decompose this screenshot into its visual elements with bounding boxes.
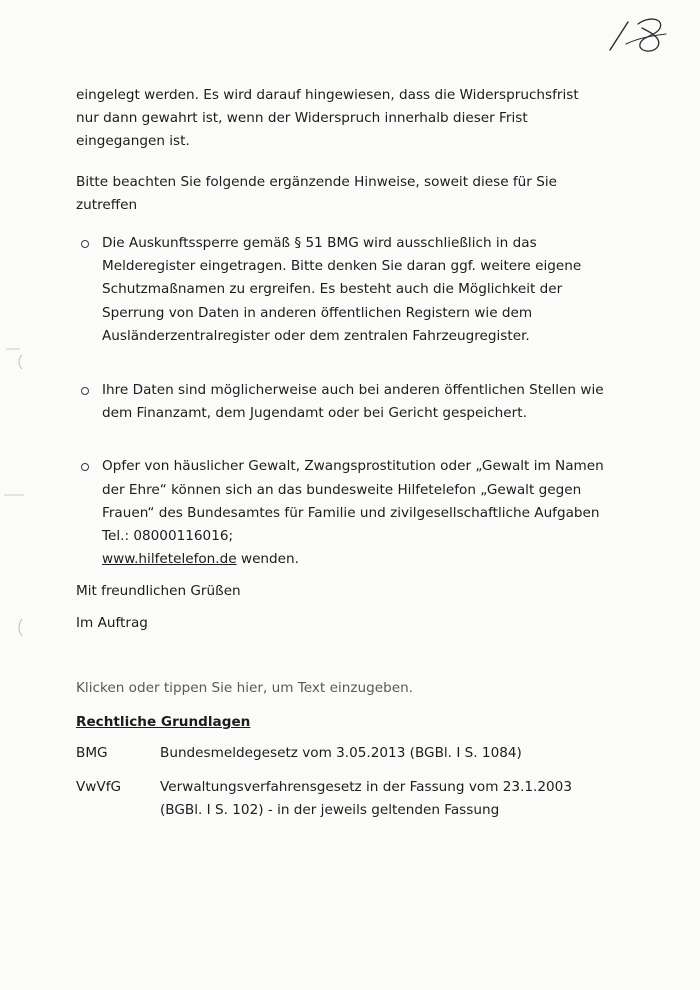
closing-greeting: Mit freundlichen Grüßen: [76, 583, 241, 599]
hint-intro: Bitte beachten Sie folgende ergänzende Hinweise, soweit diese für Sie zutreffen: [76, 174, 557, 213]
legal-abbr: VwVfG: [76, 779, 122, 795]
bullet-icon: [81, 463, 89, 471]
closing-by-order: Im Auftrag: [76, 615, 148, 631]
list-item-text: Ihre Daten sind möglicherweise auch bei anderen öffentlichen Stellen wie dem Finanzamt, dem Jugendamt oder bei Gericht gespeichert.: [102, 382, 604, 422]
list-item-text-end: wenden.: [236, 551, 299, 568]
list-item-text: Die Auskunftssperre gemäß § 51 BMG wird ausschließlich in das Melderegister eingetragen. Bitte denken Sie daran ggf. weitere eigene Schutzmaßnamen zu ergreifen. Es besteht auch die Möglichkeit der Sperrung von Daten in anderen öffentlichen Registern wie dem Ausländerzentralregister oder dem zentralen Fahrzeugregister.: [102, 235, 582, 344]
legal-table: [76, 742, 606, 833]
scan-edge-mark: [0, 490, 26, 500]
list-item: [76, 232, 606, 348]
table-row: [76, 776, 606, 833]
handwritten-page-number: [604, 14, 670, 56]
bullet-icon: [81, 387, 89, 395]
legal-desc: Verwaltungsverfahrensgesetz in der Fassung vom 23.1.2003 (BGBl. I S. 102) - in der jeweils geltenden Fassung: [160, 779, 572, 818]
hint-list: [76, 232, 606, 571]
hilfetelefon-link[interactable]: www.hilfetelefon.de: [102, 551, 237, 568]
scan-edge-mark: [0, 345, 26, 375]
list-item: [76, 455, 606, 571]
table-row: [76, 742, 606, 776]
list-item-text: Opfer von häuslicher Gewalt, Zwangsprostitution oder „Gewalt im Namen der Ehre“ können sich an das bundesweite Hilfetelefon „Gewalt gegen Frauen“ des Bundesamtes für Familie und zivilgesellschaftliche Aufgaben Tel.: 08000116016;: [102, 458, 604, 545]
bullet-icon: [81, 240, 89, 248]
text-placeholder-field[interactable]: Klicken oder tippen Sie hier, um Text einzugeben.: [76, 680, 414, 696]
legal-desc: Bundesmeldegesetz vom 3.05.2013 (BGBl. I S. 1084): [160, 745, 522, 761]
list-item: [76, 379, 606, 425]
scan-edge-mark: [0, 616, 26, 640]
intro-paragraph: eingelegt werden. Es wird darauf hingewiesen, dass die Widerspruchsfrist nur dann gewahrt ist, wenn der Widerspruch innerhalb dieser Frist eingegangen ist.: [76, 87, 579, 149]
legal-abbr: BMG: [76, 745, 108, 761]
legal-heading: Rechtliche Grundlagen: [76, 714, 251, 730]
